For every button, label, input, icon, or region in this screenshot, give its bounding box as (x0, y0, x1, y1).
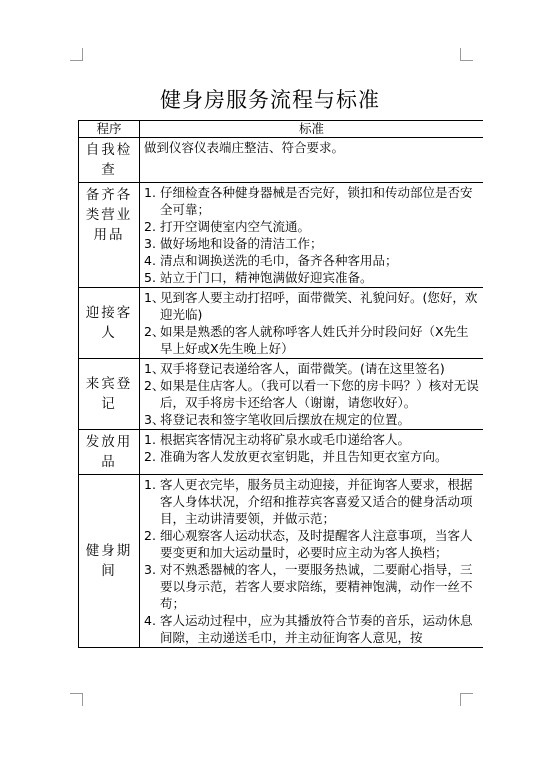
standard-list (144, 431, 479, 465)
table-row (79, 430, 484, 475)
document-title: 健身房服务流程与标准 (160, 88, 380, 112)
list-item: 1、 见到客人要主动打招呼，面带微笑、礼貌问好。(您好，欢迎光临) (144, 290, 478, 322)
list-item: 3. 对不熟悉器械的客人，一要服务热诚，二要耐心指导，三要以身示范，若客人要求陪练，要精神饱满，动作一丝不苟； (144, 562, 473, 611)
list-item: 2、 如果是熟悉的客人就称呼客人姓氏并分时段问好（X先生早上好或X先生晚上好） (144, 324, 469, 356)
standard-list (144, 360, 479, 428)
table-row (79, 288, 484, 359)
table-row (79, 138, 484, 183)
list-item: 5. 站立于门口，精神饱满做好迎宾准备。 (144, 270, 373, 285)
table-row (79, 359, 484, 430)
crop-mark-bottom-left (70, 693, 83, 706)
table-row (79, 475, 484, 648)
row-standard (140, 183, 484, 288)
row-category: 来宾登记 (79, 359, 140, 430)
list-item: 2. 打开空调使室内空气流通。 (144, 219, 311, 234)
row-standard (140, 288, 484, 359)
row-category: 备齐各类营业用品 (79, 183, 140, 288)
list-item: 2. 细心观察客人运动状态，及时提醒客人注意事项，当客人要变更和加大运动量时，必要时应主动为客人换档； (144, 528, 473, 560)
row-category: 自我检查 (79, 138, 140, 183)
row-standard (140, 430, 484, 475)
row-category: 迎接客人 (79, 288, 140, 359)
list-item: 4. 客人运动过程中，应为其播放符合节奏的音乐，运动休息间隙，主动递送毛巾，并主动征询客人意见，按 (144, 613, 473, 645)
header-procedure: 程序 (79, 121, 140, 138)
crop-mark-top-right (460, 48, 473, 61)
service-table-wrapper (78, 120, 483, 685)
crop-mark-bottom-right (460, 693, 473, 706)
header-standard: 标准 (140, 121, 484, 138)
table-header-row (79, 121, 484, 138)
standard-text: 做到仪容仪表端庄整洁、符合要求。 (144, 140, 345, 155)
row-standard (140, 475, 484, 648)
list-item: 1. 仔细检查各种健身器械是否完好，锁扣和传动部位是否安全可靠； (144, 185, 473, 217)
row-category: 健身期间 (79, 475, 140, 648)
list-item: 2、 如果是住店客人。（我可以看一下您的房卡吗？）核对无误后，双手将房卡还给客人（谢谢，请您收好）。 (144, 378, 479, 410)
table-row (79, 183, 484, 288)
list-item: 4. 清点和调换送洗的毛巾，备齐各种客用品； (144, 253, 398, 268)
standard-list (144, 476, 479, 646)
crop-mark-top-left (70, 48, 83, 61)
row-category: 发放用品 (79, 430, 140, 475)
list-item: 2. 准确为客人发放更衣室钥匙，并且告知更衣室方向。 (144, 449, 448, 464)
row-standard (140, 138, 484, 183)
list-item: 3、 将登记表和签字笔收回后摆放在规定的位置。 (144, 412, 411, 427)
list-item: 1. 根据宾客情况主动将矿泉水或毛巾递给客人。 (144, 432, 411, 447)
row-standard (140, 359, 484, 430)
list-item: 1. 客人更衣完毕，服务员主动迎接，并征询客人要求，根据客人身体状况，介绍和推荐宾客喜爱又适合的健身活动项目，主动讲清要领，并做示范； (144, 477, 473, 526)
list-item: 3. 做好场地和设备的清洁工作； (144, 236, 323, 251)
list-item: 1、 双手将登记表递给客人，面带微笑。(请在这里签名) (144, 361, 445, 376)
standard-list (144, 184, 479, 286)
standard-list (144, 289, 479, 357)
service-table (78, 120, 483, 648)
